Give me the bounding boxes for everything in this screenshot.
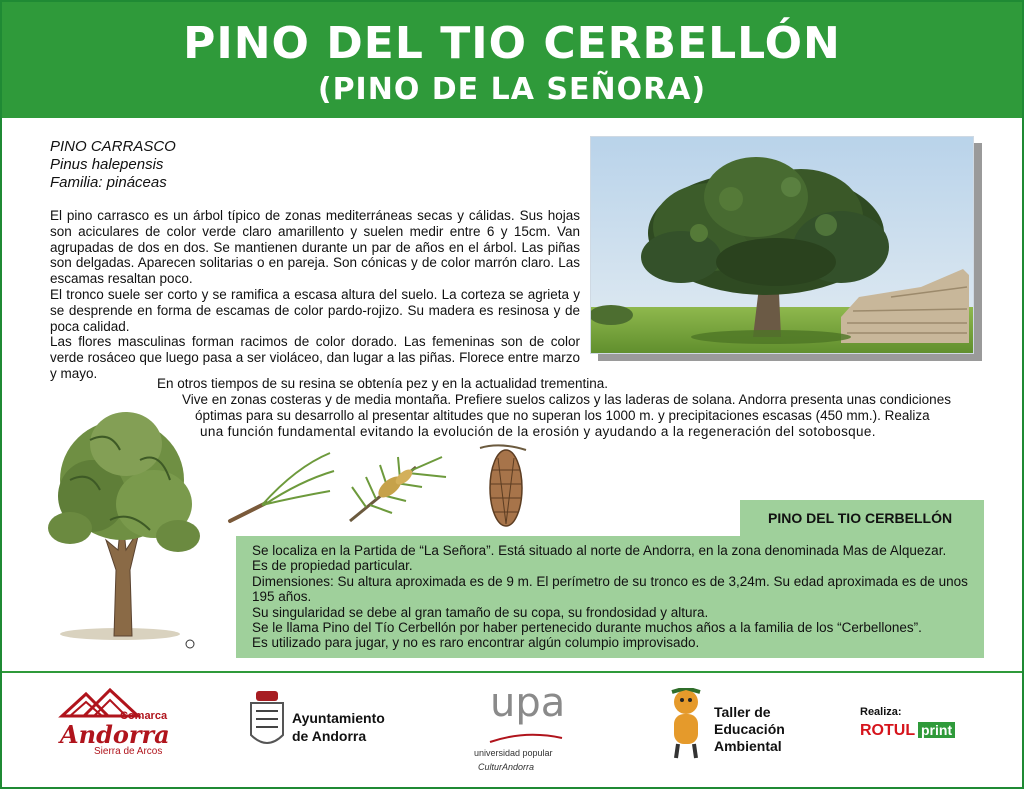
info-box-line: Se localiza en la Partida de “La Señora”. Está situado al norte de Andorra, en la zona denominada Mas de Alquezar. [252,543,947,558]
pine-needles-illustration [226,447,336,527]
tree-photo-image [591,137,974,354]
male-flowers-illustration [346,447,456,527]
ayuntamiento-line2: de Andorra [292,728,367,744]
ayuntamiento-logo [248,689,408,755]
coat-of-arms-icon [248,689,286,753]
info-box-line: Su singularidad se debe al gran tamaño de su copa, su frondosidad y altura. [252,604,709,620]
latin-name: Pinus halepensis [50,156,164,173]
species-info [50,138,176,192]
comarca-sub-text: Sierra de Arcos [94,746,163,757]
cone-drawing [470,440,540,532]
ayuntamiento-line1: Ayuntamiento [292,710,385,726]
upa-letters: upa [490,680,566,726]
resin-line: En otros tiempos de su resina se obtenía pez y en la actualidad trementina. [157,376,609,391]
taller-line1: Taller de [714,704,771,720]
taller-logo [666,688,796,764]
header-banner [2,2,1022,118]
info-box-line: Es utilizado para jugar, y no es raro encontrar algún columpio improvisado. [252,635,700,651]
print-brand: print [918,722,955,738]
realiza-label: Realiza: [860,706,902,718]
pine-cone-illustration [470,440,540,532]
pine-tree-drawing [30,400,210,650]
needles-drawing [226,447,336,527]
info-box-heading: PINO DEL TIO CERBELLÓN [740,500,984,536]
taller-line3: Ambiental [714,738,782,754]
common-name: PINO CARRASCO [50,138,176,155]
info-box-line: Se le llama Pino del Tío Cerbellón por haber pertenecido durante muchos años a la familia de los “Cerbellones”. [252,620,922,636]
page-title: PINO DEL TIO CERBELLÓN [183,18,841,69]
taller-line2: Educación [714,721,785,737]
info-box-line: Dimensiones: Su altura aproximada es de 9 m. El perímetro de su tronco es de 3,24m. Su edad aproximada es de unos 195 años. [252,573,968,605]
description-paragraph: El tronco suele ser corto y se ramifica a escasa altura del suelo. La corteza se agrieta y se desprende en forma de escamas de color pardo-rojizo. Su madera es resinosa y de poca calidad. [50,286,580,334]
family-name: Familia: pináceas [50,174,167,191]
rotul-brand: ROTUL [860,722,916,739]
flowers-drawing [346,447,456,527]
comarca-name: Andorra [60,720,170,749]
pine-tree-illustration [30,400,210,650]
page-subtitle: (PINO DE LA SEÑORA) [317,72,707,107]
footer-divider [2,671,1022,673]
upa-line2: CulturAndorra [478,762,535,772]
habitat-line: óptimas para su desarrollo al presentar altitudes que no superan los 1000 m. y precipitaciones escasas (450 mm.). Realiza [195,408,930,423]
habitat-line: una función fundamental evitando la evolución de la erosión y ayudando a la regeneración del sotobosque. [200,424,876,439]
description-paragraph: Las flores masculinas forman racimos de color dorado. Las femeninas son de color verde rosáceo que luego pasa a ser violáceo, dan lugar a las piñas. Florece entre marzo y mayo. [50,334,580,381]
upa-swoosh-icon [470,728,580,748]
habitat-line: Vive en zonas costeras y de media montaña. Prefiere suelos calizos y las laderas de solana. Andorra presenta unas condiciones [182,392,951,407]
description-text [50,208,580,382]
comarca-top-text: Comarca [120,710,168,722]
rotulprint-logo [860,706,980,746]
tree-photo [590,136,974,354]
info-box [236,536,984,658]
info-box-line: Es de propiedad particular. [252,558,413,574]
upa-line1: universidad popular [474,748,553,758]
mascot-icon [666,688,706,762]
description-paragraph: El pino carrasco es un árbol típico de zonas mediterráneas secas y cálidas. Sus hojas son aciculares de color verde claro amarillento y suelen medir entre 6 y 15cm. Van agrupadas de dos en dos. Se mantienen durante un par de años en el árbol. Las piñas son delgadas. Aparecen solitarias o en pareja. Son cónicas y de color marrón claro. Las escamas resaltan poco. [50,208,580,287]
upa-logo [470,682,580,778]
comarca-logo [58,686,178,758]
